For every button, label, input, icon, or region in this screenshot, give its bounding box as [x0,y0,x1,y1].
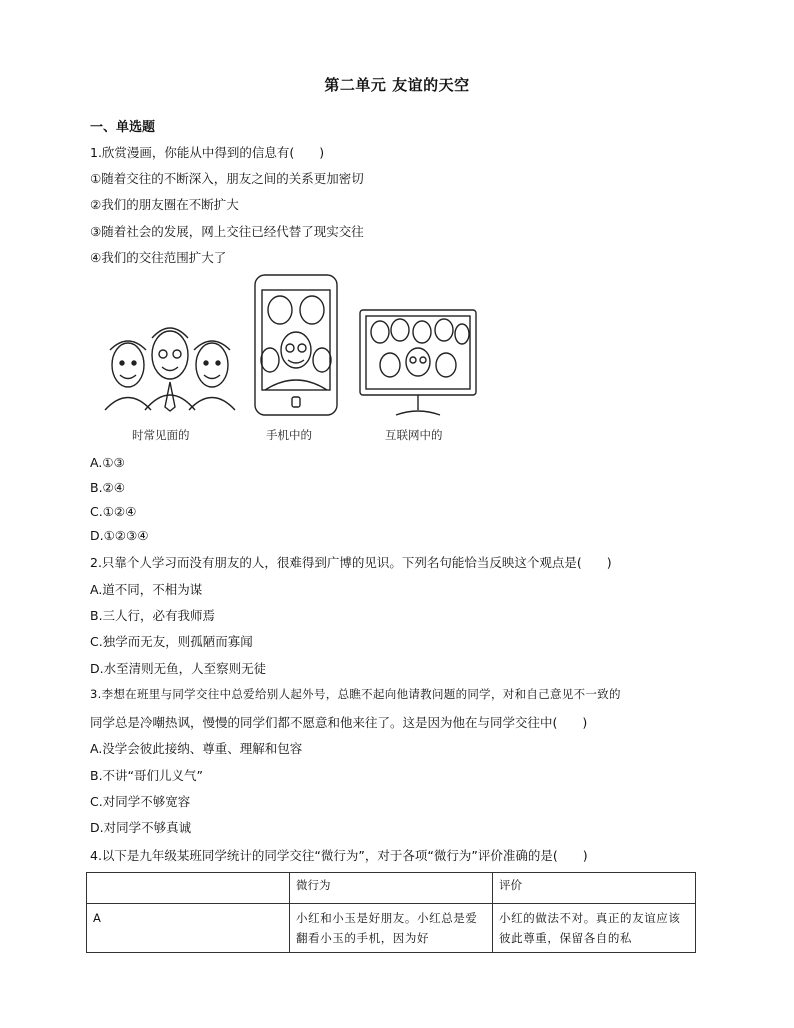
table-cell-text: A [93,911,102,925]
q3-option-a: A.没学会彼此接纳、尊重、理解和包容 [90,741,303,756]
q1-item-1: ①随着交往的不断深入，朋友之间的关系更加密切 [90,171,364,186]
q2-option-b: B.三人行，必有我师焉 [90,608,216,623]
q1-option-c: C.①②④ [90,504,137,519]
table-row [87,904,696,953]
table-cell [87,904,290,953]
table-header-cell [87,873,290,904]
section-heading: 一、单选题 [90,120,156,135]
q2-option-a: A.道不同，不相为谋 [90,582,203,597]
table-cell-text: 小红和小玉是好朋友。小红总是爱翻看小玉的手机，因为好 [296,911,478,945]
cartoon-illustration [100,270,480,450]
friends-group-drawing [105,328,235,411]
q2-stem: 2.只靠个人学习而没有朋友的人，很难得到广博的见识。下列名句能恰当反映这个观点是( ) [90,555,612,570]
q2-option-d: D.水至清则无鱼，人至察则无徒 [90,661,267,676]
q1-option-d: D.①②③④ [90,528,149,543]
table-cell-text: 小红的做法不对。真正的友谊应该彼此尊重，保留各自的私 [499,911,681,945]
table-header-cell: 微行为 [290,873,493,904]
q1-option-b: B.②④ [90,480,125,495]
page-title: 第二单元 友谊的天空 [324,76,470,94]
q1-item-2: ②我们的朋友圈在不断扩大 [90,197,239,212]
q3-option-c: C.对同学不够宽容 [90,794,191,809]
table-header-row [87,873,696,904]
caption-internet: 互联网中的 [385,428,443,442]
q1-item-4: ④我们的交往范围扩大了 [90,250,227,265]
table-cell [290,904,493,953]
q1-stem: 1.欣赏漫画，你能从中得到的信息有( ) [90,145,325,160]
q3-option-b: B.不讲“哥们儿义气” [90,768,204,783]
q3-stem-line2: 同学总是冷嘲热讽，慢慢的同学们都不愿意和他来往了。这是因为他在与同学交往中( ) [90,715,588,730]
q1-option-a: A.①③ [90,455,125,470]
table-cell [493,904,696,953]
phone-drawing [255,275,337,415]
q3-option-d: D.对同学不够真诚 [90,820,192,835]
monitor-drawing [360,310,476,415]
q3-stem-line1: 3.李想在班里与同学交往中总爱给别人起外号，总瞧不起向他请教问题的同学，对和自己意见不一致的 [90,687,621,701]
q1-item-3: ③随着社会的发展，网上交往已经代替了现实交往 [90,224,364,239]
table-header-cell: 评价 [493,873,696,904]
q4-table [86,872,696,953]
caption-phone: 手机中的 [266,428,312,442]
q2-option-c: C.独学而无友，则孤陋而寡闻 [90,634,253,649]
caption-friends: 时常见面的 [132,428,190,442]
q4-stem: 4.以下是九年级某班同学统计的同学交往“微行为”，对于各项“微行为”评价准确的是( ) [90,848,588,863]
